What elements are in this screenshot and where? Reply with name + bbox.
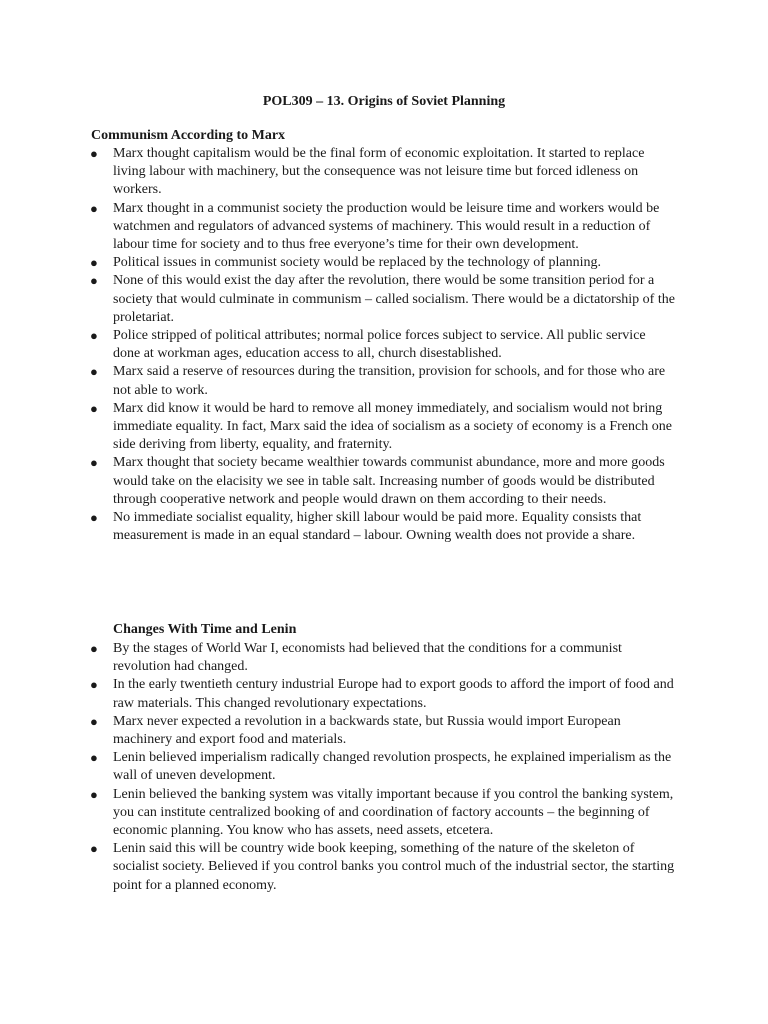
list-item (0, 327, 675, 363)
section-heading: Communism According to Marx (91, 128, 286, 143)
bullet-icon: ● (90, 750, 98, 766)
list-item-text: By the stages of World War I, economists had believed that the conditions for a communist revolution had changed. (113, 641, 622, 675)
list-item-text: Marx did know it would be hard to remove all money immediately, and socialism would not bring immediate equality. In fact, Marx said the idea of socialism as a society of economy is a French one side deriving from liberty, equality, and fraternity. (113, 400, 672, 453)
list-item (0, 272, 675, 327)
list-item-text: No immediate socialist equality, higher skill labour would be paid more. Equality consists that measurement is made in an equal standard – labour. Owning wealth does not provide a share. (113, 510, 642, 544)
list-item (0, 640, 675, 676)
list-item-text: Political issues in communist society would be replaced by the technology of planning. (113, 255, 601, 271)
list-item-text: Marx thought that society became wealthier towards communist abundance, more and more goods would take on the elacisity we see in table salt. Increasing number of goods would be distributed through cooperative network and people would drawn on them according to their needs. (113, 455, 665, 507)
list-item-text: Marx never expected a revolution in a backwards state, but Russia would import European machinery and export food and materials. (113, 713, 621, 748)
list-item (0, 363, 675, 399)
bullet-icon: ● (90, 200, 98, 216)
bullet-list (0, 145, 768, 545)
list-item (0, 454, 675, 509)
list-item (0, 786, 675, 841)
bullet-icon: ● (90, 841, 98, 857)
list-item-text: Marx said a reserve of resources during the transition, provision for schools, and for those who are not able to work. (113, 364, 666, 398)
list-item (0, 400, 675, 455)
bullet-icon: ● (90, 255, 98, 271)
list-item-text: Lenin believed the banking system was vitally important because if you control the banking system, you can institute centralized booking of and coordination of factory accounts – the beginning of economic planning. You know who has assets, need assets, etcetera. (113, 786, 674, 839)
list-item (0, 200, 675, 255)
bullet-icon: ● (90, 641, 98, 656)
list-item-text: None of this would exist the day after the revolution, there would be some transition period for a society that would culminate in communism – called socialism. There would be a dictatorship of the proletariat. (113, 273, 675, 325)
list-item-text: Marx thought in a communist society the production would be leisure time and workers would be watchmen and regulators of advanced systems of machinery. This would result in a reduction of labour time for society and to thus free everyone’s time for their own development. (113, 200, 660, 253)
list-item (0, 254, 675, 272)
bullet-icon: ● (90, 364, 98, 380)
bullet-icon: ● (90, 400, 98, 416)
list-item (0, 840, 675, 895)
section-communism-according-to-marx (0, 127, 768, 545)
bullet-icon: ● (90, 677, 98, 693)
bullet-icon: ● (90, 146, 98, 161)
list-item-text: Lenin said this will be country wide book keeping, something of the nature of the skeleton of socialist society. Believed if you control banks you control much of the industrial sector, the starting point for a planned economy. (113, 841, 675, 893)
bullet-icon: ● (90, 273, 98, 289)
list-item (0, 145, 675, 200)
list-item (0, 713, 675, 749)
list-item-text: Police stripped of political attributes; normal police forces subject to service. All public service done at workman ages, education access to all, church disestablished. (113, 328, 646, 362)
bullet-icon: ● (90, 455, 98, 471)
bullet-icon: ● (90, 786, 98, 802)
list-item (0, 749, 675, 785)
list-item (0, 676, 675, 712)
list-item-text: Marx thought capitalism would be the final form of economic exploitation. It started to replace living labour with machinery, but the consequence was not leisure time but forced idleness on workers. (113, 146, 645, 198)
list-item (0, 509, 675, 545)
bullet-icon: ● (90, 328, 98, 344)
list-item-text: In the early twentieth century industrial Europe had to export goods to afford the import of food and raw materials. This changed revolutionary expectations. (113, 677, 674, 711)
list-item-text: Lenin believed imperialism radically changed revolution prospects, he explained imperialism as the wall of uneven development. (113, 750, 672, 784)
document-title: POL309 – 13. Origins of Soviet Planning (262, 94, 506, 109)
section-heading: Changes With Time and Lenin (113, 622, 297, 637)
bullet-icon: ● (90, 510, 98, 526)
bullet-list (0, 640, 768, 895)
bullet-icon: ● (90, 713, 98, 729)
section-changes-with-time-and-lenin (0, 621, 768, 895)
